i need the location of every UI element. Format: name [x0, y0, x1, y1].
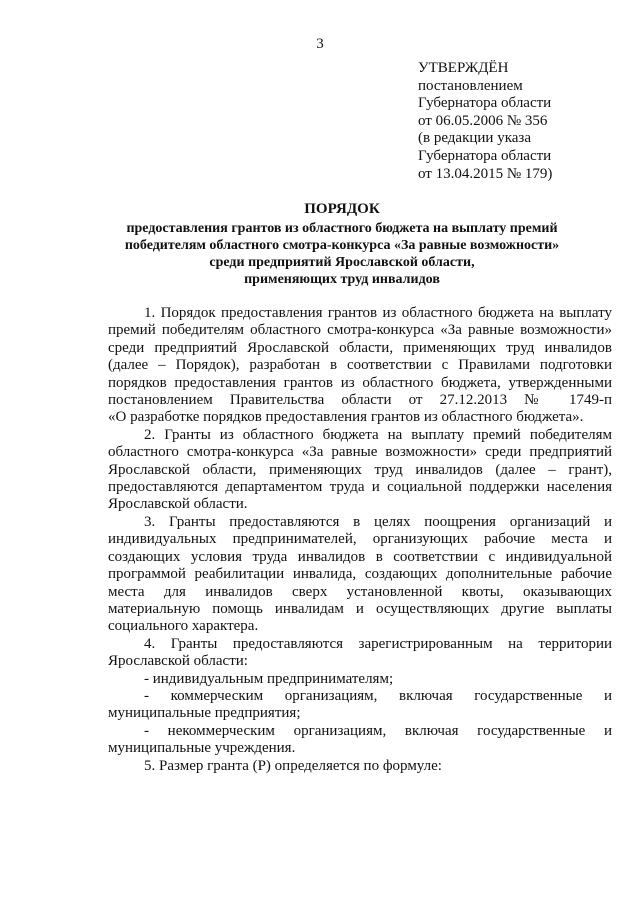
paragraph-line: Ярославской области:: [108, 653, 248, 670]
paragraph-line: предоставляются департаментом труда и социальной поддержки населения: [108, 479, 612, 496]
paragraph-line: «О разработке порядков предоставления грантов из областного бюджета».: [108, 409, 584, 426]
paragraph-line: Ярославской области.: [108, 496, 248, 513]
paragraph-2: [108, 427, 612, 514]
paragraph-line: среди предприятий Ярославской области, применяющих труд инвалидов: [108, 339, 612, 356]
paragraph-line: места для инвалидов сверх установленной квоты, оказывающих: [108, 583, 612, 600]
paragraph-line: социального характера.: [108, 618, 259, 635]
paragraph-line: порядков предоставления грантов из областного бюджета, утвержденными: [108, 374, 612, 391]
paragraph-line: муниципальные предприятия;: [108, 705, 301, 722]
paragraph-3: [108, 514, 612, 636]
paragraph-line: муниципальные учреждения.: [108, 740, 296, 757]
list-items: [108, 671, 612, 758]
paragraph-line: 5. Размер гранта (Р) определяется по формуле:: [144, 757, 442, 774]
title-heading: ПОРЯДОК: [304, 201, 380, 217]
list-item-3: [108, 723, 612, 758]
approval-line: постановлением: [418, 77, 523, 94]
document-title: [72, 201, 612, 288]
paragraph-line: областного смотра-конкурса «За равные возможности» среди предприятий: [108, 444, 612, 461]
paragraph-line: (далее – Порядок), разработан в соответствии с Правилами подготовки: [108, 357, 612, 374]
approval-line: от 06.05.2006 № 356: [418, 112, 548, 129]
paragraph-line: - коммерческим организациям, включая государственные и: [144, 687, 612, 704]
title-line: применяющих труд инвалидов: [244, 272, 440, 287]
paragraph-4: [108, 636, 612, 671]
approval-line: (в редакции указа: [418, 130, 531, 147]
paragraph-line: - некоммерческим организациям, включая государственные и: [144, 722, 612, 739]
paragraph-line: индивидуальных предпринимателей, организующих рабочие места и: [108, 531, 612, 548]
list-item-1: [108, 671, 612, 688]
paragraph-line: материальную помощь инвалидам и осуществляющих другие выплаты: [108, 600, 612, 617]
paragraph-1: [108, 305, 612, 427]
paragraph-line: постановлением Правительства области от 27.12.2013 № 1749-п: [108, 392, 612, 409]
paragraph-line: - индивидуальным предпринимателям;: [144, 670, 394, 687]
approval-line: Губернатора области: [418, 95, 552, 112]
title-line: победителям областного смотра-конкурса «За равные возможности»: [124, 238, 560, 253]
paragraph-line: создающих условия труда инвалидов в соответствии с индивидуальной: [108, 548, 612, 565]
title-line: среди предприятий Ярославской области,: [209, 255, 475, 270]
paragraph-line: 4. Гранты предоставляются зарегистрированным на территории: [144, 635, 612, 652]
approval-line: Губернатора области: [418, 147, 552, 164]
list-item-2: [108, 688, 612, 723]
title-line: предоставления грантов из областного бюджета на выплату премий: [126, 221, 558, 236]
approval-line: от 13.04.2015 № 179): [418, 165, 553, 182]
approval-stamp: [418, 60, 628, 183]
paragraph-line: премий победителям областного смотра-конкурса «За равные возможности»: [108, 322, 612, 339]
approval-heading: УТВЕРЖДЁН: [418, 60, 509, 76]
paragraph-line: Ярославской области, применяющих труд инвалидов (далее – грант),: [108, 461, 612, 478]
document-body: [108, 305, 612, 775]
paragraph-line: программой реабилитации инвалида, создающих дополнительные рабочие: [108, 566, 612, 583]
paragraph-formula: [108, 758, 612, 775]
paragraphs: [108, 305, 612, 671]
paragraph-line: 1. Порядок предоставления грантов из областного бюджета на выплату: [144, 305, 612, 321]
paragraph-line: 3. Гранты предоставляются в целях поощрения организаций и: [144, 513, 612, 530]
page-number: 3: [316, 36, 324, 52]
paragraph-line: 2. Гранты из областного бюджета на выплату премий победителям: [144, 426, 612, 443]
